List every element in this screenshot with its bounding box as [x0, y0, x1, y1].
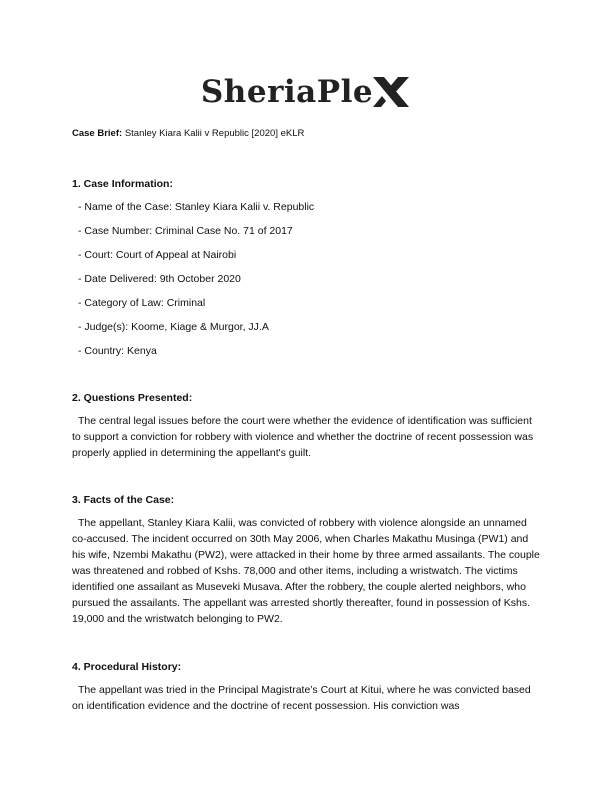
- facts-paragraph: The appellant, Stanley Kiara Kalii, was convicted of robbery with violence alongside an unnamed co-accused. The incident occurred on 30th May 2006, when Charles Makathu Musinga (PW1) and his wife, Nzembi Makathu (PW2), were attacked in their home by three armed assailants. The couple was threatened and robbed of Kshs. 78,000 and other items, including a wristwatch. The victims identified one assailant as Museveki Musava. After the robbery, the couple alerted neighbors, who pursued the assailants. The appellant was arrested shortly thereafter, found in possession of Kshs. 19,000 and the wristwatch belonging to PW2.: [72, 517, 540, 625]
- case-info-item: - Category of Law: Criminal: [78, 297, 206, 309]
- case-info-item: - Date Delivered: 9th October 2020: [78, 273, 241, 285]
- case-info-item: - Court: Court of Appeal at Nairobi: [78, 249, 237, 261]
- logo-x-mark-icon: [371, 75, 411, 109]
- case-info-item: - Name of the Case: Stanley Kiara Kalii v. Republic: [78, 201, 315, 213]
- case-info-item: - Country: Kenya: [78, 345, 157, 357]
- heading-case-information: 1. Case Information:: [72, 178, 173, 190]
- case-info-item: - Judge(s): Koome, Kiage & Murgor, JJ.A: [78, 321, 269, 333]
- heading-facts-of-the-case: 3. Facts of the Case:: [72, 494, 175, 506]
- procedural-paragraph: The appellant was tried in the Principal Magistrate’s Court at Kitui, where he was convicted based on identification evidence and the doctrine of recent possession. His conviction was: [72, 684, 531, 712]
- case-brief-label: Case Brief:: [72, 128, 123, 139]
- heading-procedural-history: 4. Procedural History:: [72, 661, 182, 673]
- logo-wordmark: SheriaPle: [200, 74, 374, 110]
- case-brief-value: Stanley Kiara Kalii v Republic [2020] eKLR: [124, 128, 305, 139]
- case-info-item: - Case Number: Criminal Case No. 71 of 2017: [78, 225, 293, 237]
- questions-paragraph: The central legal issues before the court were whether the evidence of identification was sufficient to support a conviction for robbery with violence and whether the doctrine of recent possession was properly applied in determining the appellant's guilt.: [72, 415, 534, 459]
- sheriaplex-logo: [0, 74, 612, 124]
- heading-questions-presented: 2. Questions Presented:: [72, 392, 193, 404]
- case-brief-line: [72, 128, 304, 139]
